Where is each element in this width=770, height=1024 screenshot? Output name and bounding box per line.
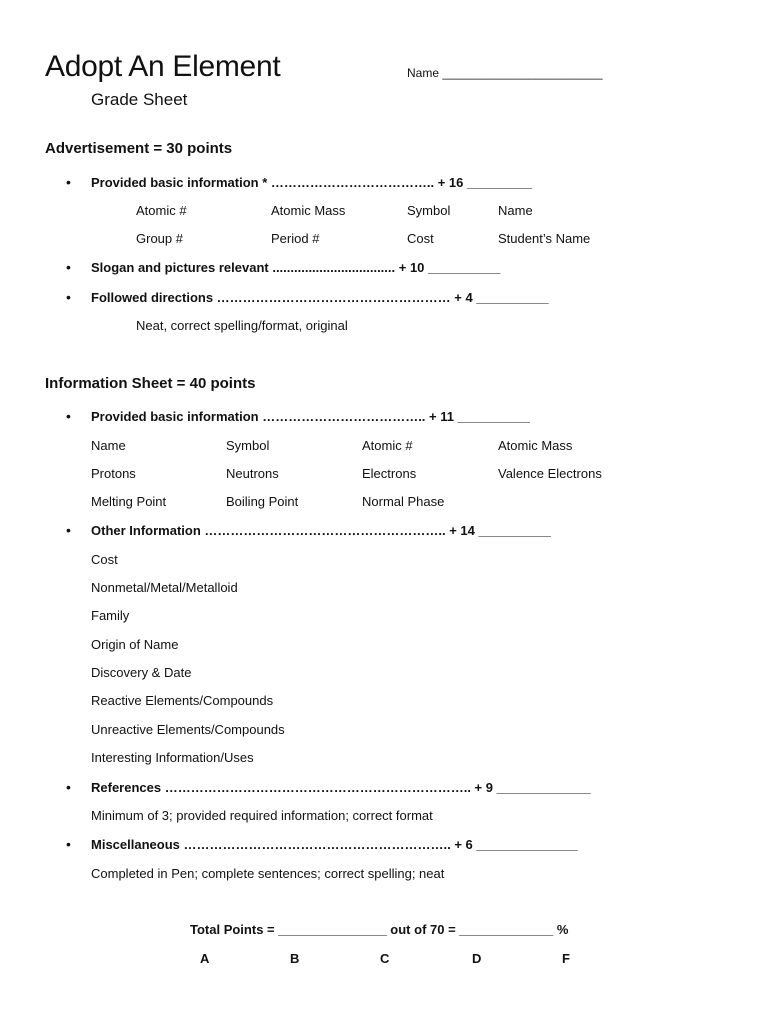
name-field-line[interactable]: Name ________________________ bbox=[407, 66, 603, 80]
page-subtitle: Grade Sheet bbox=[91, 90, 188, 109]
page-title: Adopt An Element bbox=[45, 50, 281, 83]
grade-f: F bbox=[562, 951, 570, 966]
ad-detail-atomic-number: Atomic # bbox=[136, 203, 187, 218]
info-grid-normal-phase: Normal Phase bbox=[362, 494, 445, 509]
info-grid-protons: Protons bbox=[91, 466, 136, 481]
info-other-discovery: Discovery & Date bbox=[91, 665, 192, 680]
bullet-icon: • bbox=[66, 522, 71, 538]
bullet-icon: • bbox=[66, 836, 71, 852]
grade-c: C bbox=[380, 951, 390, 966]
info-grid-melting-point: Melting Point bbox=[91, 494, 167, 509]
info-grid-atomic-mass: Atomic Mass bbox=[498, 438, 573, 453]
ad-directions-item: Followed directions ……………………………………………… + 4 __________ bbox=[91, 290, 549, 305]
grade-d: D bbox=[472, 951, 482, 966]
ad-detail-cost: Cost bbox=[407, 231, 434, 246]
info-grid-name: Name bbox=[91, 438, 126, 453]
info-other-family: Family bbox=[91, 608, 130, 623]
bullet-icon: • bbox=[66, 289, 71, 305]
ad-detail-student-name: Student’s Name bbox=[498, 231, 591, 246]
info-grid-symbol: Symbol bbox=[226, 438, 270, 453]
info-other-unreactive: Unreactive Elements/Compounds bbox=[91, 722, 285, 737]
info-grid-neutrons: Neutrons bbox=[226, 466, 279, 481]
info-other-uses: Interesting Information/Uses bbox=[91, 750, 254, 765]
info-grid-valence-electrons: Valence Electrons bbox=[498, 466, 602, 481]
bullet-icon: • bbox=[66, 174, 71, 190]
info-misc-note: Completed in Pen; complete sentences; correct spelling; neat bbox=[91, 866, 445, 881]
info-other-classification: Nonmetal/Metal/Metalloid bbox=[91, 580, 238, 595]
info-other-origin: Origin of Name bbox=[91, 637, 179, 652]
bullet-icon: • bbox=[66, 779, 71, 795]
ad-detail-name: Name bbox=[498, 203, 533, 218]
grade-b: B bbox=[290, 951, 300, 966]
info-misc-item: Miscellaneous …………………………………………………….. + 6 ______________ bbox=[91, 837, 578, 852]
info-other-reactive: Reactive Elements/Compounds bbox=[91, 693, 274, 708]
information-heading: Information Sheet = 40 points bbox=[45, 375, 256, 392]
ad-detail-group: Group # bbox=[136, 231, 183, 246]
total-points-line: Total Points = _______________ out of 70 = _____________ % bbox=[190, 922, 569, 937]
info-grid-electrons: Electrons bbox=[362, 466, 417, 481]
ad-detail-symbol: Symbol bbox=[407, 203, 451, 218]
ad-directions-note: Neat, correct spelling/format, original bbox=[136, 318, 348, 333]
ad-detail-atomic-mass: Atomic Mass bbox=[271, 203, 346, 218]
info-references-note: Minimum of 3; provided required information; correct format bbox=[91, 808, 433, 823]
advertisement-heading: Advertisement = 30 points bbox=[45, 140, 233, 157]
info-references-item: References …………………………………………………………….. + 9 _____________ bbox=[91, 780, 591, 795]
info-other-item: Other Information ……………………………………………….. + 14 __________ bbox=[91, 523, 551, 538]
grade-a: A bbox=[200, 951, 210, 966]
info-grid-atomic-number: Atomic # bbox=[362, 438, 413, 453]
ad-detail-period: Period # bbox=[271, 231, 320, 246]
info-grid-boiling-point: Boiling Point bbox=[226, 494, 299, 509]
ad-basic-info-item: Provided basic information * ……………………………….. + 16 _________ bbox=[91, 175, 533, 190]
bullet-icon: • bbox=[66, 408, 71, 424]
info-other-cost: Cost bbox=[91, 552, 118, 567]
ad-slogan-item: Slogan and pictures relevant .................................. + 10 __________ bbox=[91, 260, 501, 275]
bullet-icon: • bbox=[66, 259, 71, 275]
info-basic-item: Provided basic information ……………………………….. + 11 __________ bbox=[91, 409, 530, 424]
